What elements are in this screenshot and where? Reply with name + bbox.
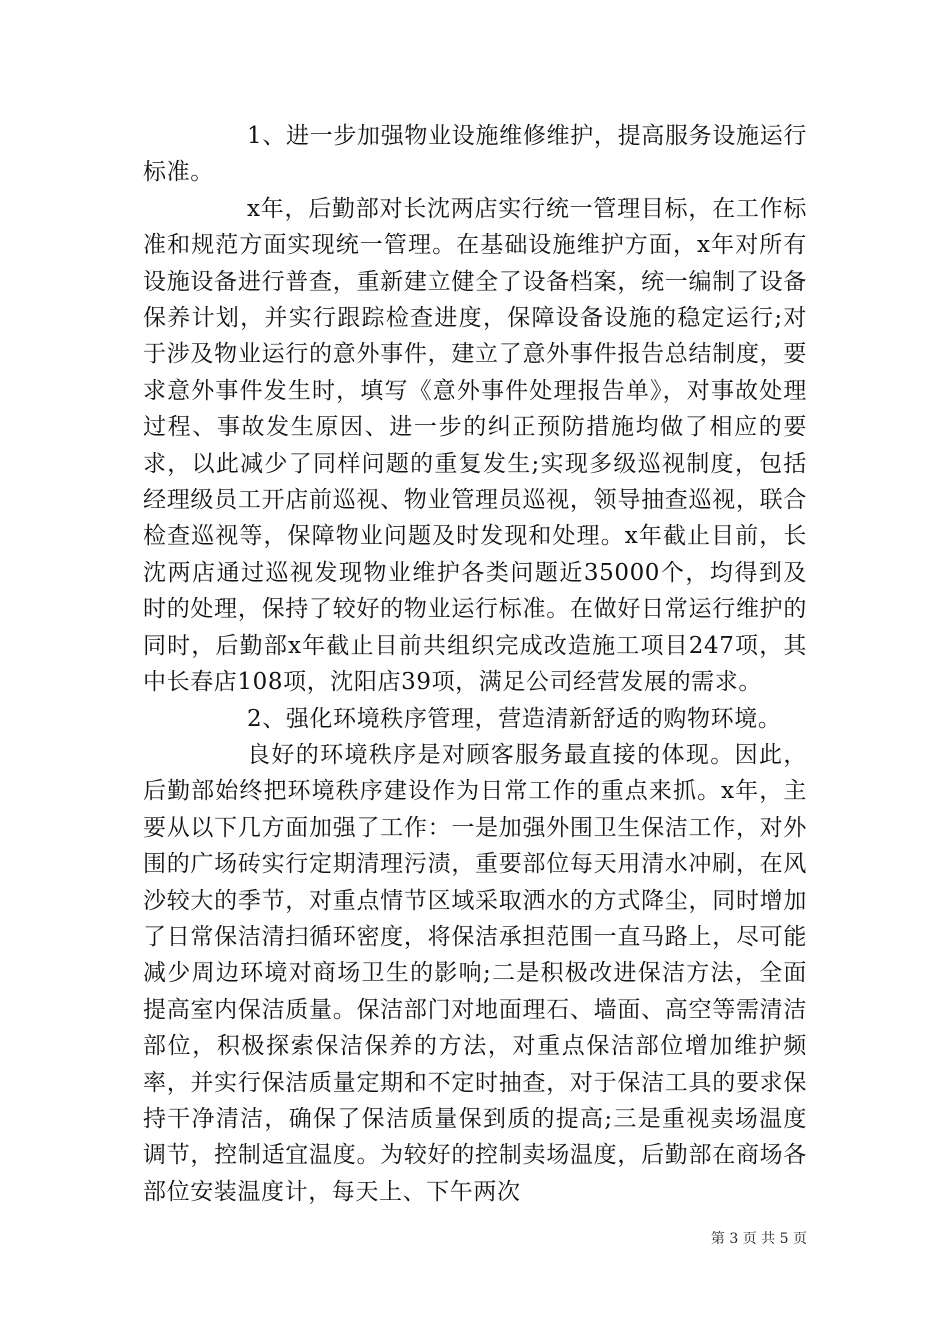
page-number-footer: 第 3 页 共 5 页: [710, 1231, 807, 1247]
section-heading-1: 1、进一步加强物业设施维修维护，提高服务设施运行标准。: [143, 123, 807, 186]
body-paragraph-1: x年，后勤部对长沈两店实行统一管理目标，在工作标准和规范方面实现统一管理。在基础设施维护方面，x年对所有设施设备进行普查，重新建立健全了设备档案，统一编制了设备保养计划，并实行跟踪检查进度，保障设备设施的稳定运行;对于涉及物业运行的意外事件，建立了意外事件报告总结制度，要求意外事件发生时，填写《意外事件处理报告单》，对事故处理过程、事故发生原因、进一步的纠正预防措施均做了相应的要求，以此减少了同样问题的重复发生;实现多级巡视制度，包括经理级员工开店前巡视、物业管理员巡视，领导抽查巡视，联合检查巡视等，保障物业问题及时发现和处理。x年截止目前，长沈两店通过巡视发现物业维护各类问题近35000个，均得到及时的处理，保持了较好的物业运行标准。在做好日常运行维护的同时，后勤部x年截止目前共组织完成改造施工项目247项，其中长春店108项，沈阳店39项，满足公司经营发展的需求。: [143, 195, 807, 696]
document-body: [143, 118, 807, 1210]
body-paragraph-2: 良好的环境秩序是对顾客服务最直接的体现。因此，后勤部始终把环境秩序建设作为日常工作的重点来抓。x年，主要从以下几方面加强了工作：一是加强外围卫生保洁工作，对外围的广场砖实行定期清理污渍，重要部位每天用清水冲刷，在风沙较大的季节，对重点情节区域采取洒水的方式降尘，同时增加了日常保洁清扫循环密度，将保洁承担范围一直马路上，尽可能减少周边环境对商场卫生的影响;二是积极改进保洁方法，全面提高室内保洁质量。保洁部门对地面理石、墙面、高空等需清洁部位，积极探索保洁保养的方法，对重点保洁部位增加维护频率，并实行保洁质量定期和不定时抽查，对于保洁工具的要求保持干净清洁，确保了保洁质量保到质的提高;三是重视卖场温度调节，控制适宜温度。为较好的控制卖场温度，后勤部在商场各部位安装温度计，每天上、下午两次: [143, 741, 807, 1205]
section-heading-2: 2、强化环境秩序管理，营造清新舒适的购物环境。: [247, 705, 782, 732]
